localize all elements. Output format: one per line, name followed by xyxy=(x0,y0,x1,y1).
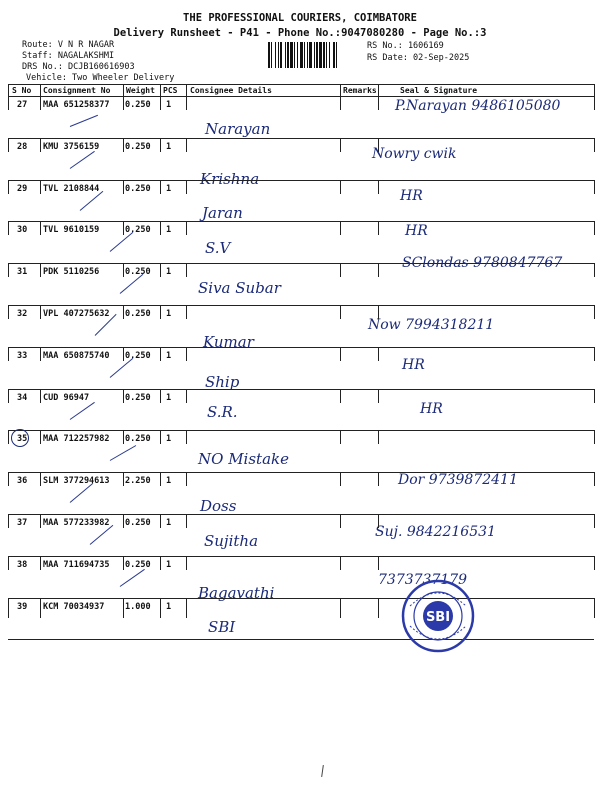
col-rule xyxy=(40,514,41,528)
col-header-consignee: Consignee Details xyxy=(190,86,272,95)
col-rule xyxy=(594,96,595,110)
col-rule xyxy=(8,263,9,277)
col-rule xyxy=(594,598,595,618)
consignee-handwritten-name: SBI xyxy=(208,617,236,636)
consignee-handwritten-name: Kumar xyxy=(203,333,254,351)
weight-value: 2.250 xyxy=(125,476,151,487)
weight-value: 0.250 xyxy=(125,225,151,236)
consignee-handwritten-name: Narayan xyxy=(205,120,271,138)
col-rule xyxy=(594,472,595,486)
col-rule xyxy=(378,598,379,618)
col-rule xyxy=(186,84,187,96)
col-rule xyxy=(160,347,161,361)
stamp-text: SBI xyxy=(425,610,451,625)
col-rule xyxy=(340,221,341,235)
handwritten-signature: Nowry cwik xyxy=(372,145,457,162)
serial-number: 31 xyxy=(17,267,28,278)
pcs-value: 1 xyxy=(166,309,172,319)
col-rule xyxy=(378,556,379,570)
handwritten-signature: P.Narayan 9486105080 xyxy=(395,98,561,114)
consignee-handwritten-name: Jaran xyxy=(202,203,243,222)
consignee-handwritten-name: Krishna xyxy=(200,169,260,188)
col-rule xyxy=(123,96,124,110)
col-rule xyxy=(340,138,341,152)
col-rule xyxy=(594,138,595,152)
col-rule xyxy=(40,556,41,570)
weight-value: 0.250 xyxy=(125,434,151,445)
col-rule xyxy=(123,556,124,570)
col-rule xyxy=(8,347,9,361)
col-rule xyxy=(378,472,379,486)
col-rule xyxy=(8,180,9,194)
weight-value: 0.250 xyxy=(125,267,151,278)
col-rule xyxy=(160,556,161,570)
col-rule xyxy=(340,472,341,486)
consignment-number: KCM 70034937 xyxy=(43,601,105,612)
col-rule xyxy=(160,263,161,277)
col-rule xyxy=(160,180,161,194)
sbi-seal-stamp xyxy=(400,578,476,654)
col-rule xyxy=(160,84,161,96)
col-rule xyxy=(8,556,9,570)
col-rule xyxy=(594,180,595,194)
col-rule xyxy=(340,389,341,403)
col-rule xyxy=(186,96,187,110)
col-rule xyxy=(123,598,124,618)
col-rule xyxy=(160,430,161,444)
col-rule xyxy=(8,430,9,444)
consignee-handwritten-name: Ship xyxy=(205,372,240,391)
col-rule xyxy=(378,389,379,403)
consignee-handwritten-name: Sujitha xyxy=(204,532,259,550)
col-rule xyxy=(8,305,9,319)
serial-number: 32 xyxy=(17,309,28,319)
col-rule xyxy=(123,514,124,528)
col-header-remarks: Remarks xyxy=(343,86,377,95)
col-rule xyxy=(594,389,595,403)
consignee-handwritten-name: NO Mistake xyxy=(198,450,289,469)
pcs-value: 1 xyxy=(166,434,172,445)
col-rule xyxy=(594,430,595,444)
handwritten-signature: Suj. 9842216531 xyxy=(375,524,496,540)
col-rule xyxy=(160,514,161,528)
col-rule xyxy=(594,221,595,235)
col-rule xyxy=(186,514,187,528)
col-rule xyxy=(160,389,161,403)
col-rule xyxy=(40,138,41,152)
weight-value: 1.000 xyxy=(125,601,151,612)
pcs-value: 1 xyxy=(166,225,172,236)
handwritten-signature: 7373737179 xyxy=(378,571,468,588)
pcs-value: 1 xyxy=(166,183,172,194)
col-rule xyxy=(378,84,379,96)
col-rule xyxy=(594,305,595,319)
col-rule xyxy=(8,84,9,96)
col-rule xyxy=(340,430,341,444)
serial-number: 33 xyxy=(17,350,28,361)
col-rule xyxy=(186,598,187,618)
col-rule xyxy=(378,138,379,152)
serial-number: 29 xyxy=(17,183,28,194)
route-label: Route: V N R NAGAR xyxy=(22,40,115,50)
handwritten-signature: Dor 9739872411 xyxy=(398,472,518,489)
col-rule xyxy=(594,347,595,361)
consignment-number: VPL 407275632 xyxy=(43,309,110,319)
consignment-number: KMU 3756159 xyxy=(43,141,100,152)
consignment-number: MAA 577233982 xyxy=(43,518,110,528)
row-rule xyxy=(8,639,594,640)
col-rule xyxy=(123,472,124,486)
col-rule xyxy=(40,347,41,361)
col-rule xyxy=(594,263,595,277)
col-rule xyxy=(186,138,187,152)
consignment-number: SLM 377294613 xyxy=(43,476,110,487)
col-rule xyxy=(340,180,341,194)
pcs-value: 1 xyxy=(166,559,172,570)
serial-number: 39 xyxy=(17,601,28,612)
col-rule xyxy=(123,305,124,319)
consignment-number: TVL 2108844 xyxy=(43,183,100,194)
header-top-rule xyxy=(8,84,594,85)
col-rule xyxy=(160,138,161,152)
weight-value: 0.250 xyxy=(125,559,151,570)
col-header-weight: Weight xyxy=(126,86,155,95)
col-rule xyxy=(340,96,341,110)
col-rule xyxy=(378,96,379,110)
col-rule xyxy=(340,556,341,570)
serial-number: 36 xyxy=(17,476,28,487)
serial-number: 35 xyxy=(17,434,28,445)
consignee-handwritten-name: S.R. xyxy=(207,402,238,421)
col-rule xyxy=(123,138,124,152)
col-rule xyxy=(160,305,161,319)
col-rule xyxy=(594,84,595,96)
col-rule xyxy=(186,472,187,486)
consignment-number: MAA 712257982 xyxy=(43,434,110,445)
col-rule xyxy=(123,389,124,403)
col-rule xyxy=(340,347,341,361)
rs-number: RS No.: 1606169 xyxy=(367,41,444,51)
company-title: THE PROFESSIONAL COURIERS, COIMBATORE xyxy=(183,12,417,24)
col-rule xyxy=(378,305,379,319)
col-rule xyxy=(186,389,187,403)
col-rule xyxy=(123,180,124,194)
table-row xyxy=(8,389,594,431)
pcs-value: 1 xyxy=(166,267,172,278)
handwritten-signature: HR xyxy=(402,356,425,373)
col-rule xyxy=(378,514,379,528)
col-rule xyxy=(186,347,187,361)
col-rule xyxy=(160,598,161,618)
col-rule xyxy=(340,514,341,528)
weight-value: 0.250 xyxy=(125,350,151,361)
pcs-value: 1 xyxy=(166,141,172,152)
col-rule xyxy=(123,84,124,96)
col-rule xyxy=(8,472,9,486)
consignment-number: PDK 5110256 xyxy=(43,267,100,278)
weight-value: 0.250 xyxy=(125,309,151,319)
pcs-value: 1 xyxy=(166,601,172,612)
col-rule xyxy=(40,84,41,96)
col-header-seal: Seal & Signature xyxy=(400,86,478,95)
col-rule xyxy=(40,263,41,277)
handwritten-signature: HR xyxy=(405,223,428,240)
col-rule xyxy=(378,430,379,444)
serial-number: 38 xyxy=(17,559,28,570)
col-rule xyxy=(40,598,41,618)
handwritten-signature: HR xyxy=(420,400,443,417)
consignee-handwritten-name: S.V xyxy=(205,239,231,258)
col-rule xyxy=(378,347,379,361)
vehicle-label: Vehicle: Two Wheeler Delivery xyxy=(26,73,175,83)
col-rule xyxy=(186,263,187,277)
serial-number: 30 xyxy=(17,225,28,236)
serial-number: 27 xyxy=(17,100,28,110)
weight-value: 0.250 xyxy=(125,392,151,403)
consignment-number: MAA 711694735 xyxy=(43,559,110,570)
col-rule xyxy=(40,430,41,444)
consignment-number: TVL 9610159 xyxy=(43,225,100,236)
col-rule xyxy=(123,430,124,444)
col-rule xyxy=(40,96,41,110)
handwritten-signature: HR xyxy=(400,187,423,204)
drs-label: DRS No.: DCJB160616903 xyxy=(22,62,135,72)
col-rule xyxy=(8,514,9,528)
consignee-handwritten-name: Bagavathi xyxy=(198,583,275,602)
col-header-consignment: Consignment No xyxy=(43,86,111,95)
handwritten-signature: SClondas 9780847767 xyxy=(402,255,563,272)
col-rule xyxy=(378,221,379,235)
col-rule xyxy=(340,598,341,618)
consignee-handwritten-name: Doss xyxy=(200,497,237,516)
pcs-value: 1 xyxy=(166,350,172,361)
col-rule xyxy=(340,84,341,96)
pcs-value: 1 xyxy=(166,476,172,487)
col-rule xyxy=(160,96,161,110)
weight-value: 0.250 xyxy=(125,518,151,528)
col-header-pcs: PCS xyxy=(163,86,178,95)
consignment-number: CUD 96947 xyxy=(43,392,90,403)
col-rule xyxy=(160,472,161,486)
rs-date: RS Date: 02-Sep-2025 xyxy=(367,53,470,63)
consignment-number: MAA 650875740 xyxy=(43,350,110,361)
col-rule xyxy=(8,598,9,618)
serial-number: 37 xyxy=(17,518,28,528)
col-rule xyxy=(8,96,9,110)
runsheet-subtitle: Delivery Runsheet - P41 - Phone No.:9047080280 - Page No.:3 xyxy=(113,27,487,39)
pcs-value: 1 xyxy=(166,100,172,110)
col-rule xyxy=(40,472,41,486)
col-rule xyxy=(186,221,187,235)
circle-mark xyxy=(11,429,29,447)
col-rule xyxy=(378,263,379,277)
col-rule xyxy=(378,180,379,194)
pcs-value: 1 xyxy=(166,518,172,528)
stray-mark xyxy=(321,765,324,777)
pcs-value: 1 xyxy=(166,392,172,403)
col-rule xyxy=(186,305,187,319)
col-rule xyxy=(40,305,41,319)
col-rule xyxy=(186,556,187,570)
col-rule xyxy=(123,263,124,277)
serial-number: 34 xyxy=(17,392,28,403)
col-rule xyxy=(8,221,9,235)
weight-value: 0.250 xyxy=(125,183,151,194)
col-rule xyxy=(340,305,341,319)
col-rule xyxy=(160,221,161,235)
col-rule xyxy=(186,430,187,444)
barcode-image xyxy=(268,42,362,68)
serial-number: 28 xyxy=(17,141,28,152)
staff-label: Staff: NAGALAKSHMI xyxy=(22,51,115,61)
col-rule xyxy=(8,389,9,403)
col-rule xyxy=(594,514,595,528)
col-rule xyxy=(186,180,187,194)
weight-value: 0.250 xyxy=(125,100,151,110)
col-rule xyxy=(40,221,41,235)
col-rule xyxy=(40,389,41,403)
consignee-handwritten-name: Siva Subar xyxy=(198,279,281,298)
col-rule xyxy=(594,556,595,570)
consignment-number: MAA 651258377 xyxy=(43,100,110,110)
col-rule xyxy=(340,263,341,277)
col-header-sno: S No xyxy=(12,86,32,95)
weight-value: 0.250 xyxy=(125,141,151,152)
handwritten-signature: Now 7994318211 xyxy=(368,317,495,333)
col-rule xyxy=(123,221,124,235)
col-rule xyxy=(123,347,124,361)
col-rule xyxy=(8,138,9,152)
col-rule xyxy=(40,180,41,194)
